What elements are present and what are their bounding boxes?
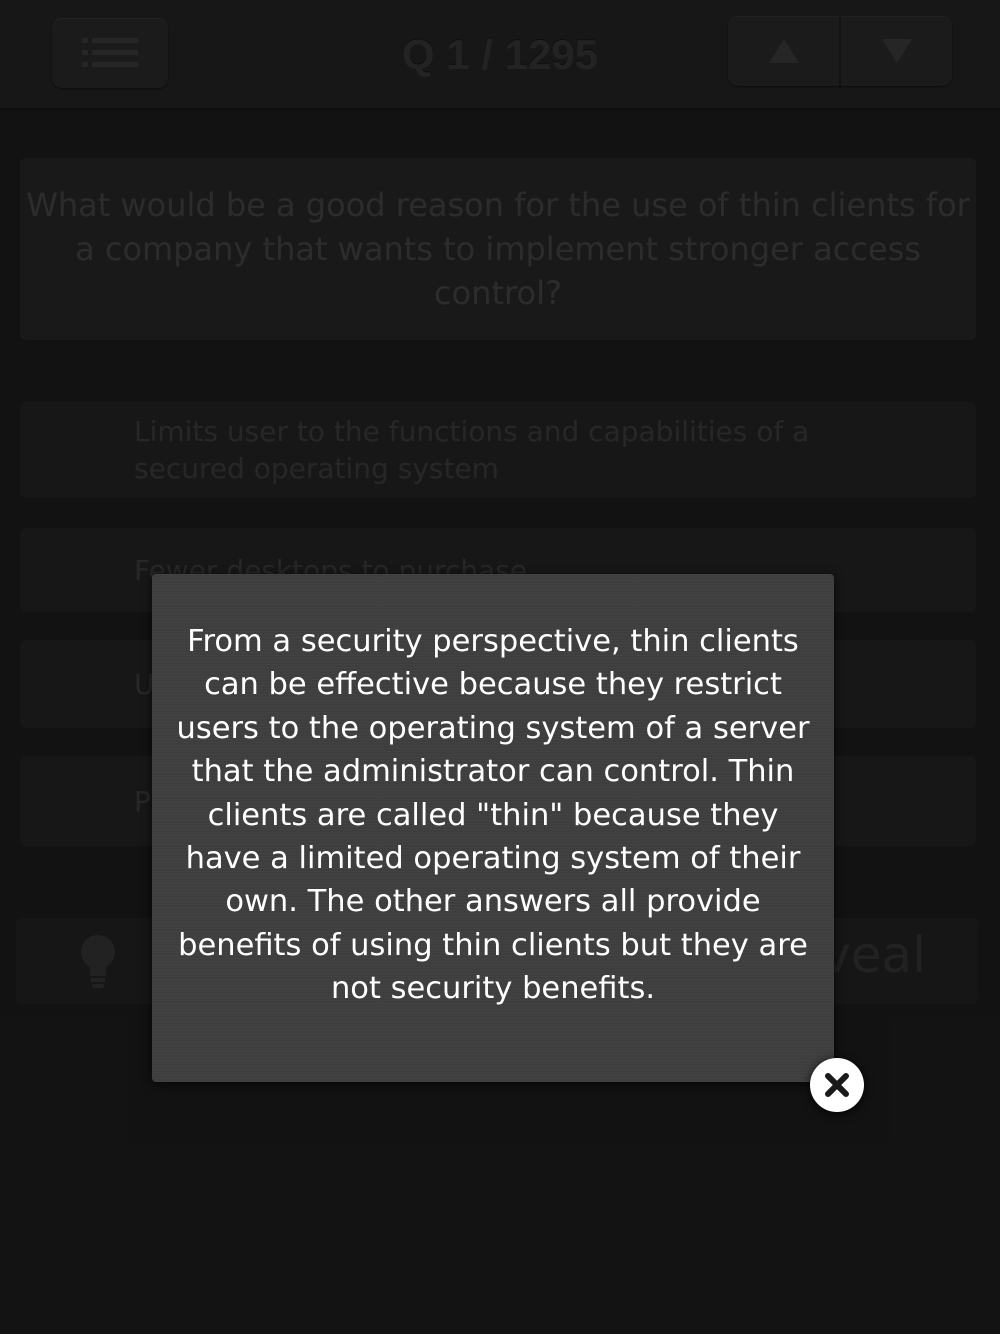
close-button[interactable] (810, 1058, 864, 1112)
close-icon (823, 1071, 851, 1099)
explanation-text: From a security perspective, thin clients can be effective because they restrict users to the operating system of a server that the administrator can control. Thin clients are called "thin" because they have a limited operating system of their own. The other answers all provide benefits of using thin clients but they are not security benefits. (176, 624, 810, 1007)
explanation-modal (152, 574, 834, 1082)
